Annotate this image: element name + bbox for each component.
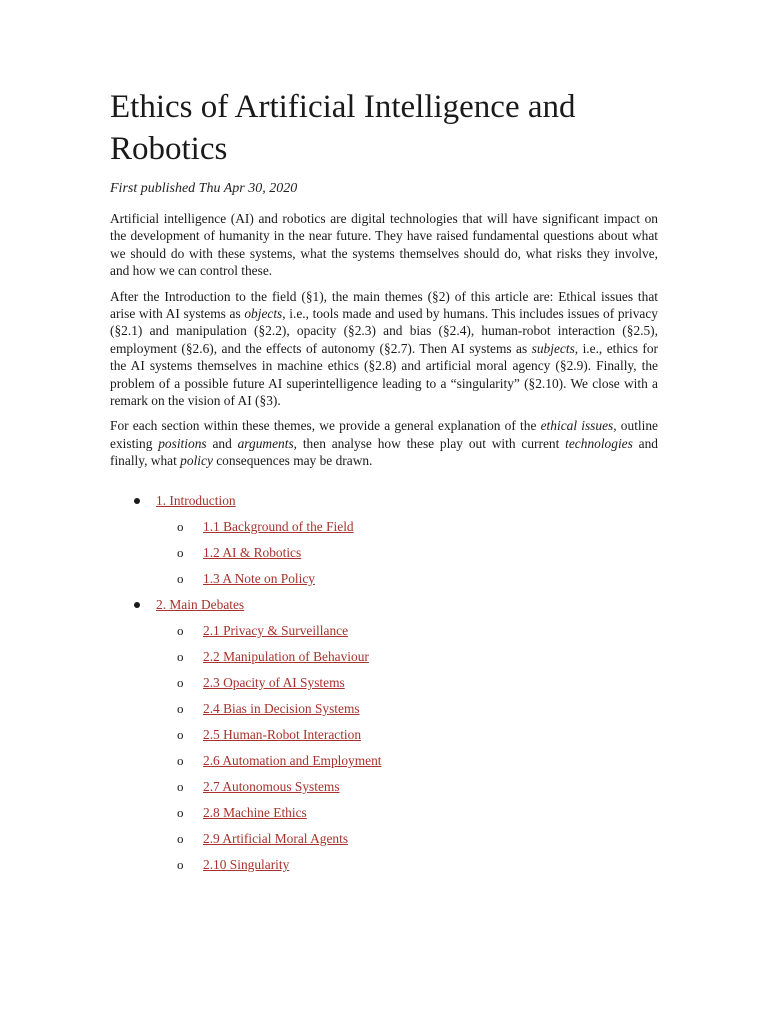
intro-paragraph-2 xyxy=(110,288,658,410)
toc-subitem xyxy=(156,544,658,561)
text-segment: and xyxy=(206,435,238,451)
circle-bullet-icon: o xyxy=(177,856,184,872)
toc-section-link[interactable]: 2. Main Debates xyxy=(156,596,245,612)
text-segment: and finally, what xyxy=(110,435,658,469)
circle-bullet-icon: o xyxy=(177,622,184,638)
circle-bullet-icon: o xyxy=(177,544,184,560)
article xyxy=(110,86,658,873)
toc-subitem xyxy=(156,856,658,873)
text-segment: After the Introduction to the field (§1), the main themes (§2) of this article are: Ethical issues that arise with AI systems as xyxy=(110,288,658,322)
text-segment: consequences may be drawn. xyxy=(212,453,373,469)
circle-bullet-icon: o xyxy=(177,674,184,690)
toc-subitem-link[interactable]: 2.4 Bias in Decision Systems xyxy=(203,700,360,716)
toc-subitem xyxy=(156,674,658,691)
intro-paragraph-1: Artificial intelligence (AI) and robotics are digital technologies that will have significant impact on the development of humanity in the near future. They have raised fundamental questions about what we should do with these systems, what the systems themselves should do, what risks they involve, and how we can control these. xyxy=(110,211,658,279)
toc-subitem-link[interactable]: 2.6 Automation and Employment xyxy=(203,752,382,768)
circle-bullet-icon: o xyxy=(177,700,184,716)
toc-subitem xyxy=(156,570,658,587)
emphasis-positions: positions xyxy=(158,435,207,451)
text-segment: For each section within these themes, we provide a general explanation of the xyxy=(110,418,541,434)
toc-subitem-link[interactable]: 2.7 Autonomous Systems xyxy=(203,778,340,794)
intro-paragraph-3 xyxy=(110,417,658,469)
toc-subitem-link[interactable]: 2.1 Privacy & Surveillance xyxy=(203,622,349,638)
toc-section-link[interactable]: 1. Introduction xyxy=(156,492,236,508)
circle-bullet-icon: o xyxy=(177,830,184,846)
toc-subitem xyxy=(156,648,658,665)
text-segment: , then analyse how these play out with current xyxy=(293,435,566,451)
toc-section xyxy=(110,492,658,587)
toc-subitem-link[interactable]: 2.2 Manipulation of Behaviour xyxy=(203,648,369,664)
bullet-icon xyxy=(134,602,140,608)
toc-subitem-link[interactable]: 1.2 AI & Robotics xyxy=(203,544,302,560)
emphasis-subjects: subjects xyxy=(531,340,575,356)
bullet-icon xyxy=(134,498,140,504)
toc-sublist xyxy=(156,622,658,873)
toc-subitem-link[interactable]: 2.3 Opacity of AI Systems xyxy=(203,674,345,690)
page-title: Ethics of Artificial Intelligence and Robotics xyxy=(110,89,576,167)
circle-bullet-icon: o xyxy=(177,648,184,664)
toc-subitem xyxy=(156,830,658,847)
text-segment: , i.e., tools made and used by humans. This includes issues of privacy (§2.1) and manipulation (§2.2), opacity (§2.3) and bias (§2.4), human-robot interaction (§2.5), employment (§2.6), and the effects of autonomy (§2.7). Then AI systems as xyxy=(110,306,658,356)
toc-subitem-link[interactable]: 1.3 A Note on Policy xyxy=(203,570,315,586)
toc-subitem xyxy=(156,778,658,795)
circle-bullet-icon: o xyxy=(177,570,184,586)
toc-subitem-link[interactable]: 1.1 Background of the Field xyxy=(203,518,354,534)
toc-subitem-link[interactable]: 2.5 Human-Robot Interaction xyxy=(203,726,362,742)
text-segment: , outline existing xyxy=(110,418,658,451)
table-of-contents xyxy=(110,492,658,873)
toc-subitem-link[interactable]: 2.9 Artificial Moral Agents xyxy=(203,830,349,846)
publication-date: First published Thu Apr 30, 2020 xyxy=(110,181,298,196)
circle-bullet-icon: o xyxy=(177,518,184,534)
emphasis-ethical-issues: ethical issues xyxy=(540,418,614,434)
toc-subitem xyxy=(156,518,658,535)
toc-subitem-link[interactable]: 2.10 Singularity xyxy=(203,856,290,872)
toc-subitem xyxy=(156,752,658,769)
circle-bullet-icon: o xyxy=(177,778,184,794)
emphasis-technologies: technologies xyxy=(565,435,633,451)
circle-bullet-icon: o xyxy=(177,804,184,820)
toc-sublist xyxy=(156,518,658,587)
emphasis-objects: objects xyxy=(244,306,283,322)
toc-subitem xyxy=(156,726,658,743)
text-segment: , i.e., ethics for the AI systems themselves in machine ethics (§2.8) and artificial moral agency (§2.9). Finally, the problem of a possible future AI superintelligence leading to a “singularity” (§2.10). We close with a remark on the vision of AI (§3). xyxy=(110,340,658,409)
emphasis-policy: policy xyxy=(180,453,213,469)
toc-subitem xyxy=(156,622,658,639)
toc-subitem-link[interactable]: 2.8 Machine Ethics xyxy=(203,804,307,820)
circle-bullet-icon: o xyxy=(177,752,184,768)
toc-section xyxy=(110,596,658,873)
toc-subitem xyxy=(156,804,658,821)
toc-subitem xyxy=(156,700,658,717)
emphasis-arguments: arguments xyxy=(237,435,294,451)
circle-bullet-icon: o xyxy=(177,726,184,742)
